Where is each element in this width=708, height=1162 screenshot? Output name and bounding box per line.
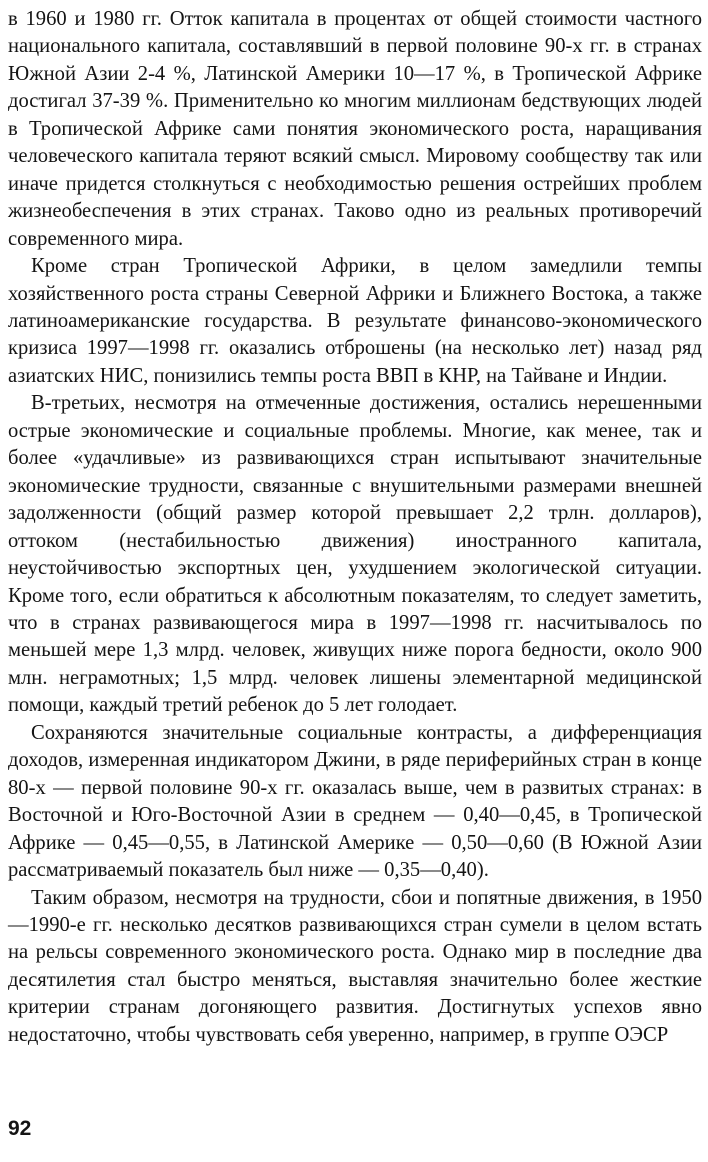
page-body xyxy=(8,6,702,1049)
paragraph-1: в 1960 и 1980 гг. Отток капитала в процентах от общей стоимости частного национального капитала, составлявший в первой половине 90-х гг. в странах Южной Азии 2-4 %, Латинской Америки 10—17 %, в Тропической Африке достигал 37-39 %. Применительно ко многим миллионам бедствующих людей в Тропической Африке сами понятия экономического роста, наращивания человеческого капитала теряют всякий смысл. Мировому сообществу так или иначе придется столкнуться с необходимостью решения острейших проблем жизнеобеспечения в этих странах. Таково одно из реальных противоречий современного мира. xyxy=(8,8,702,250)
paragraph-5: Таким образом, несмотря на трудности, сбои и попятные движения, в 1950—1990-е гг. несколько десятков развивающихся стран сумели в целом встать на рельсы современного экономического роста. Однако мир в последние два десятилетия стал быстро меняться, выставляя значительно более жесткие критерии странам догоняющего развития. Достигнутых успехов явно недостаточно, чтобы чувствовать себя уверенно, например, в группе ОЭСР xyxy=(8,886,702,1046)
paragraph-4: Сохраняются значительные социальные контрасты, а дифференциация доходов, измеренная индикатором Джини, в ряде периферийных стран в конце 80-х — первой половине 90-х гг. оказалась выше, чем в развитых странах: в Восточной и Юго-Восточной Азии в среднем — 0,40—0,45, в Тропической Африке — 0,45—0,55, в Латинской Америке — 0,50—0,60 (В Южной Азии рассматриваемый показатель был ниже — 0,35—0,40). xyxy=(8,721,702,882)
page-number: 92 xyxy=(8,1117,32,1140)
paragraph-2: Кроме стран Тропической Африки, в целом замедлили темпы хозяйственного роста страны Северной Африки и Ближнего Востока, а также латиноамериканские государства. В результате финансово-экономического кризиса 1997—1998 гг. оказались отброшены (на несколько лет) назад ряд азиатских НИС, понизились темпы роста ВВП в КНР, на Тайване и Индии. xyxy=(8,255,702,387)
paragraph-3: В-третьих, несмотря на отмеченные достижения, остались нерешенными острые экономические и социальные проблемы. Многие, как менее, так и более «удачливые» из развивающихся стран испытывают значительные экономические трудности, связанные с внушительными размерами внешней задолженности (общий размер которой превышает 2,2 трлн. долларов), оттоком (нестабильностью движения) иностранного капитала, неустойчивостью экспортных цен, ухудшением экологической ситуации. Кроме того, если обратиться к абсолютным показателям, то следует заметить, что в странах развивающегося мира в 1997—1998 гг. насчитывалось по меньшей мере 1,3 млрд. человек, живущих ниже порога бедности, около 900 млн. неграмотных; 1,5 млрд. человек лишены элементарной медицинской помощи, каждый третий ребенок до 5 лет голодает. xyxy=(8,392,702,717)
